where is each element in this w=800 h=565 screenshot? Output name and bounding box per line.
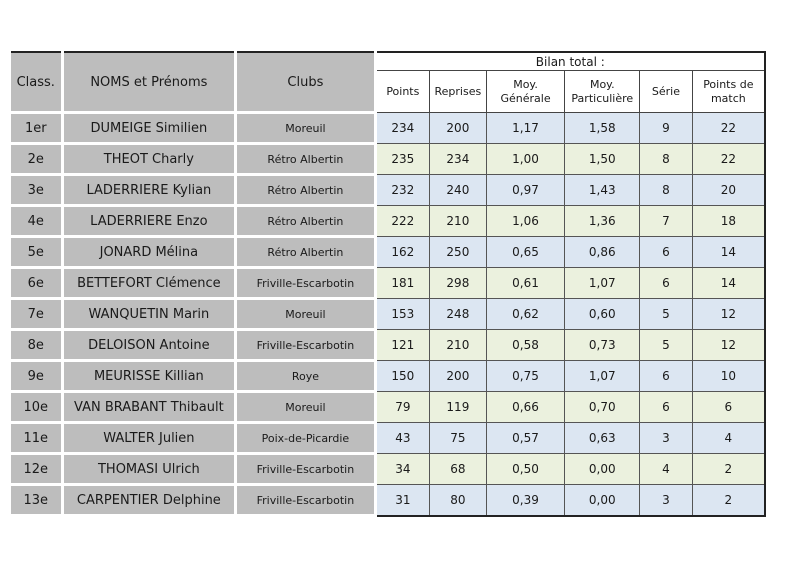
serie-cell: 6: [640, 361, 693, 392]
points-cell: 222: [375, 206, 430, 237]
moy-particuliere-cell: 1,43: [565, 175, 640, 206]
points-match-cell: 12: [692, 299, 765, 330]
reprises-cell: 298: [430, 268, 487, 299]
moy-particuliere-cell: 0,63: [565, 423, 640, 454]
header-points-match: [692, 71, 765, 113]
rank-cell: 9e: [10, 361, 63, 392]
points-match-cell: 2: [692, 454, 765, 485]
header-moy-particuliere: [565, 71, 640, 113]
moy-particuliere-cell: 1,36: [565, 206, 640, 237]
serie-cell: 6: [640, 392, 693, 423]
header-points-match-line2: match: [710, 91, 746, 105]
player-name-cell: THOMASI Ulrich: [62, 454, 236, 485]
reprises-cell: 68: [430, 454, 487, 485]
moy-particuliere-cell: 1,50: [565, 144, 640, 175]
points-cell: 181: [375, 268, 430, 299]
serie-cell: 6: [640, 237, 693, 268]
moy-generale-cell: 0,58: [486, 330, 565, 361]
moy-generale-cell: 0,57: [486, 423, 565, 454]
serie-cell: 7: [640, 206, 693, 237]
club-cell: Rétro Albertin: [236, 144, 375, 175]
player-name-cell: LADERRIERE Kylian: [62, 175, 236, 206]
club-cell: Poix-de-Picardie: [236, 423, 375, 454]
player-name-cell: VAN BRABANT Thibault: [62, 392, 236, 423]
rank-cell: 13e: [10, 485, 63, 516]
player-name-cell: WALTER Julien: [62, 423, 236, 454]
club-cell: Moreuil: [236, 392, 375, 423]
reprises-cell: 250: [430, 237, 487, 268]
moy-generale-cell: 0,61: [486, 268, 565, 299]
moy-particuliere-cell: 0,73: [565, 330, 640, 361]
header-serie-label: Série: [651, 84, 680, 98]
header-points: [375, 71, 430, 113]
points-cell: 121: [375, 330, 430, 361]
header-points-label: Points: [386, 84, 420, 98]
player-name-cell: CARPENTIER Delphine: [62, 485, 236, 516]
reprises-cell: 234: [430, 144, 487, 175]
reprises-cell: 80: [430, 485, 487, 516]
moy-particuliere-cell: 1,07: [565, 361, 640, 392]
moy-generale-cell: 0,75: [486, 361, 565, 392]
header-moy-particuliere-line1: Moy.: [589, 77, 615, 91]
moy-generale-cell: 0,97: [486, 175, 565, 206]
table-row: [10, 268, 766, 299]
points-cell: 232: [375, 175, 430, 206]
serie-cell: 9: [640, 113, 693, 144]
points-cell: 162: [375, 237, 430, 268]
table-row: [10, 454, 766, 485]
points-cell: 234: [375, 113, 430, 144]
reprises-cell: 210: [430, 206, 487, 237]
points-match-cell: 10: [692, 361, 765, 392]
reprises-cell: 200: [430, 113, 487, 144]
serie-cell: 6: [640, 268, 693, 299]
points-cell: 31: [375, 485, 430, 516]
points-match-cell: 22: [692, 113, 765, 144]
header-class: [10, 52, 63, 113]
table-row: [10, 113, 766, 144]
moy-particuliere-cell: 0,00: [565, 485, 640, 516]
moy-particuliere-cell: 0,00: [565, 454, 640, 485]
serie-cell: 5: [640, 299, 693, 330]
points-cell: 79: [375, 392, 430, 423]
reprises-cell: 210: [430, 330, 487, 361]
points-cell: 150: [375, 361, 430, 392]
rank-cell: 5e: [10, 237, 63, 268]
moy-generale-cell: 1,06: [486, 206, 565, 237]
club-cell: Rétro Albertin: [236, 206, 375, 237]
header-names-label: NOMS et Prénoms: [90, 74, 208, 90]
rank-cell: 4e: [10, 206, 63, 237]
rank-cell: 8e: [10, 330, 63, 361]
header-moy-generale: [486, 71, 565, 113]
header-reprises-label: Reprises: [434, 84, 482, 98]
club-cell: Rétro Albertin: [236, 175, 375, 206]
points-match-cell: 18: [692, 206, 765, 237]
header-names: [62, 52, 236, 113]
table-body: [10, 113, 766, 516]
player-name-cell: BETTEFORT Clémence: [62, 268, 236, 299]
player-name-cell: JONARD Mélina: [62, 237, 236, 268]
rank-cell: 3e: [10, 175, 63, 206]
reprises-cell: 240: [430, 175, 487, 206]
header-class-label: Class.: [16, 74, 55, 90]
moy-generale-cell: 0,66: [486, 392, 565, 423]
points-cell: 235: [375, 144, 430, 175]
serie-cell: 8: [640, 175, 693, 206]
table-row: [10, 237, 766, 268]
club-cell: Moreuil: [236, 113, 375, 144]
points-match-cell: 14: [692, 237, 765, 268]
points-match-cell: 22: [692, 144, 765, 175]
points-match-cell: 4: [692, 423, 765, 454]
header-points-match-line1: Points de: [703, 77, 754, 91]
player-name-cell: MEURISSE Killian: [62, 361, 236, 392]
table-row: [10, 144, 766, 175]
reprises-cell: 75: [430, 423, 487, 454]
header-clubs-label: Clubs: [287, 74, 324, 90]
points-match-cell: 12: [692, 330, 765, 361]
player-name-cell: LADERRIERE Enzo: [62, 206, 236, 237]
serie-cell: 4: [640, 454, 693, 485]
table-row: [10, 485, 766, 516]
moy-particuliere-cell: 0,60: [565, 299, 640, 330]
rank-cell: 7e: [10, 299, 63, 330]
points-cell: 43: [375, 423, 430, 454]
points-match-cell: 14: [692, 268, 765, 299]
header-serie: [640, 71, 693, 113]
serie-cell: 3: [640, 485, 693, 516]
header-reprises: [430, 71, 487, 113]
table-row: [10, 330, 766, 361]
header-bilan-label: Bilan total :: [535, 54, 605, 69]
header-moy-particuliere-line2: Particulière: [571, 91, 634, 105]
rank-cell: 1er: [10, 113, 63, 144]
moy-particuliere-cell: 1,58: [565, 113, 640, 144]
serie-cell: 8: [640, 144, 693, 175]
header-clubs: [236, 52, 375, 113]
moy-generale-cell: 0,39: [486, 485, 565, 516]
table-row: [10, 206, 766, 237]
rank-cell: 10e: [10, 392, 63, 423]
points-cell: 153: [375, 299, 430, 330]
reprises-cell: 200: [430, 361, 487, 392]
header-bilan: [375, 52, 765, 71]
club-cell: Rétro Albertin: [236, 237, 375, 268]
header-moy-generale-line2: Générale: [500, 91, 551, 105]
moy-particuliere-cell: 1,07: [565, 268, 640, 299]
moy-particuliere-cell: 0,86: [565, 237, 640, 268]
reprises-cell: 119: [430, 392, 487, 423]
moy-generale-cell: 1,00: [486, 144, 565, 175]
table-row: [10, 361, 766, 392]
player-name-cell: THEOT Charly: [62, 144, 236, 175]
moy-generale-cell: 1,17: [486, 113, 565, 144]
rank-cell: 2e: [10, 144, 63, 175]
player-name-cell: DUMEIGE Similien: [62, 113, 236, 144]
serie-cell: 3: [640, 423, 693, 454]
club-cell: Friville-Escarbotin: [236, 454, 375, 485]
table-row: [10, 423, 766, 454]
header-moy-generale-line1: Moy.: [513, 77, 538, 91]
points-cell: 34: [375, 454, 430, 485]
table-row: [10, 175, 766, 206]
moy-particuliere-cell: 0,70: [565, 392, 640, 423]
serie-cell: 5: [640, 330, 693, 361]
reprises-cell: 248: [430, 299, 487, 330]
points-match-cell: 2: [692, 485, 765, 516]
table-row: [10, 392, 766, 423]
club-cell: Friville-Escarbotin: [236, 485, 375, 516]
club-cell: Roye: [236, 361, 375, 392]
ranking-table: [8, 51, 766, 517]
club-cell: Friville-Escarbotin: [236, 268, 375, 299]
table-row: [10, 299, 766, 330]
moy-generale-cell: 0,50: [486, 454, 565, 485]
player-name-cell: DELOISON Antoine: [62, 330, 236, 361]
rank-cell: 12e: [10, 454, 63, 485]
points-match-cell: 20: [692, 175, 765, 206]
rank-cell: 11e: [10, 423, 63, 454]
points-match-cell: 6: [692, 392, 765, 423]
player-name-cell: WANQUETIN Marin: [62, 299, 236, 330]
moy-generale-cell: 0,62: [486, 299, 565, 330]
club-cell: Friville-Escarbotin: [236, 330, 375, 361]
moy-generale-cell: 0,65: [486, 237, 565, 268]
rank-cell: 6e: [10, 268, 63, 299]
club-cell: Moreuil: [236, 299, 375, 330]
